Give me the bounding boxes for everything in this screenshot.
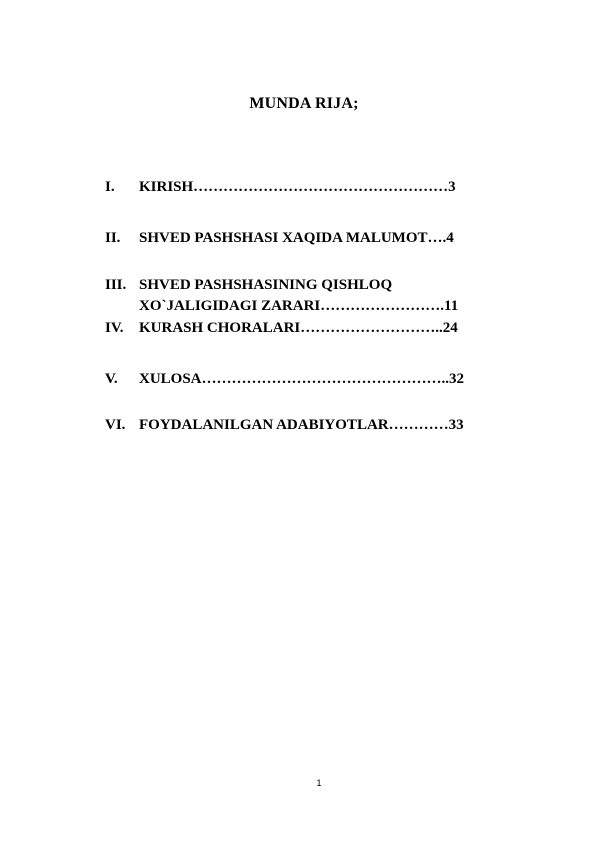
toc-title: XULOSA…………………………………………..32 (139, 371, 465, 387)
toc-title: SHVED PASHSHASINING QISHLOQ (139, 277, 393, 293)
toc-title: KIRISH……………………………………………3 (139, 179, 456, 195)
toc-number: I. (105, 179, 115, 195)
page-number: 1 (316, 778, 322, 788)
toc-number: VI. (105, 417, 126, 433)
page-title: MUNDA RIJA; (249, 95, 359, 112)
toc-number: V. (105, 371, 118, 387)
toc-number: III. (105, 277, 127, 293)
toc-title: FOYDALANILGAN ADABIYOTLAR…………33 (139, 417, 464, 433)
toc-title: KURASH CHORALARI………………………..24 (139, 320, 458, 336)
toc-title-continuation: XO`JALIGIDAGI ZARARI…………………….11 (139, 298, 459, 314)
toc-title: SHVED PASHSHASI XAQIDA MALUMOT….4 (139, 230, 454, 246)
toc-number: IV. (105, 320, 124, 336)
toc-number: II. (105, 230, 121, 246)
